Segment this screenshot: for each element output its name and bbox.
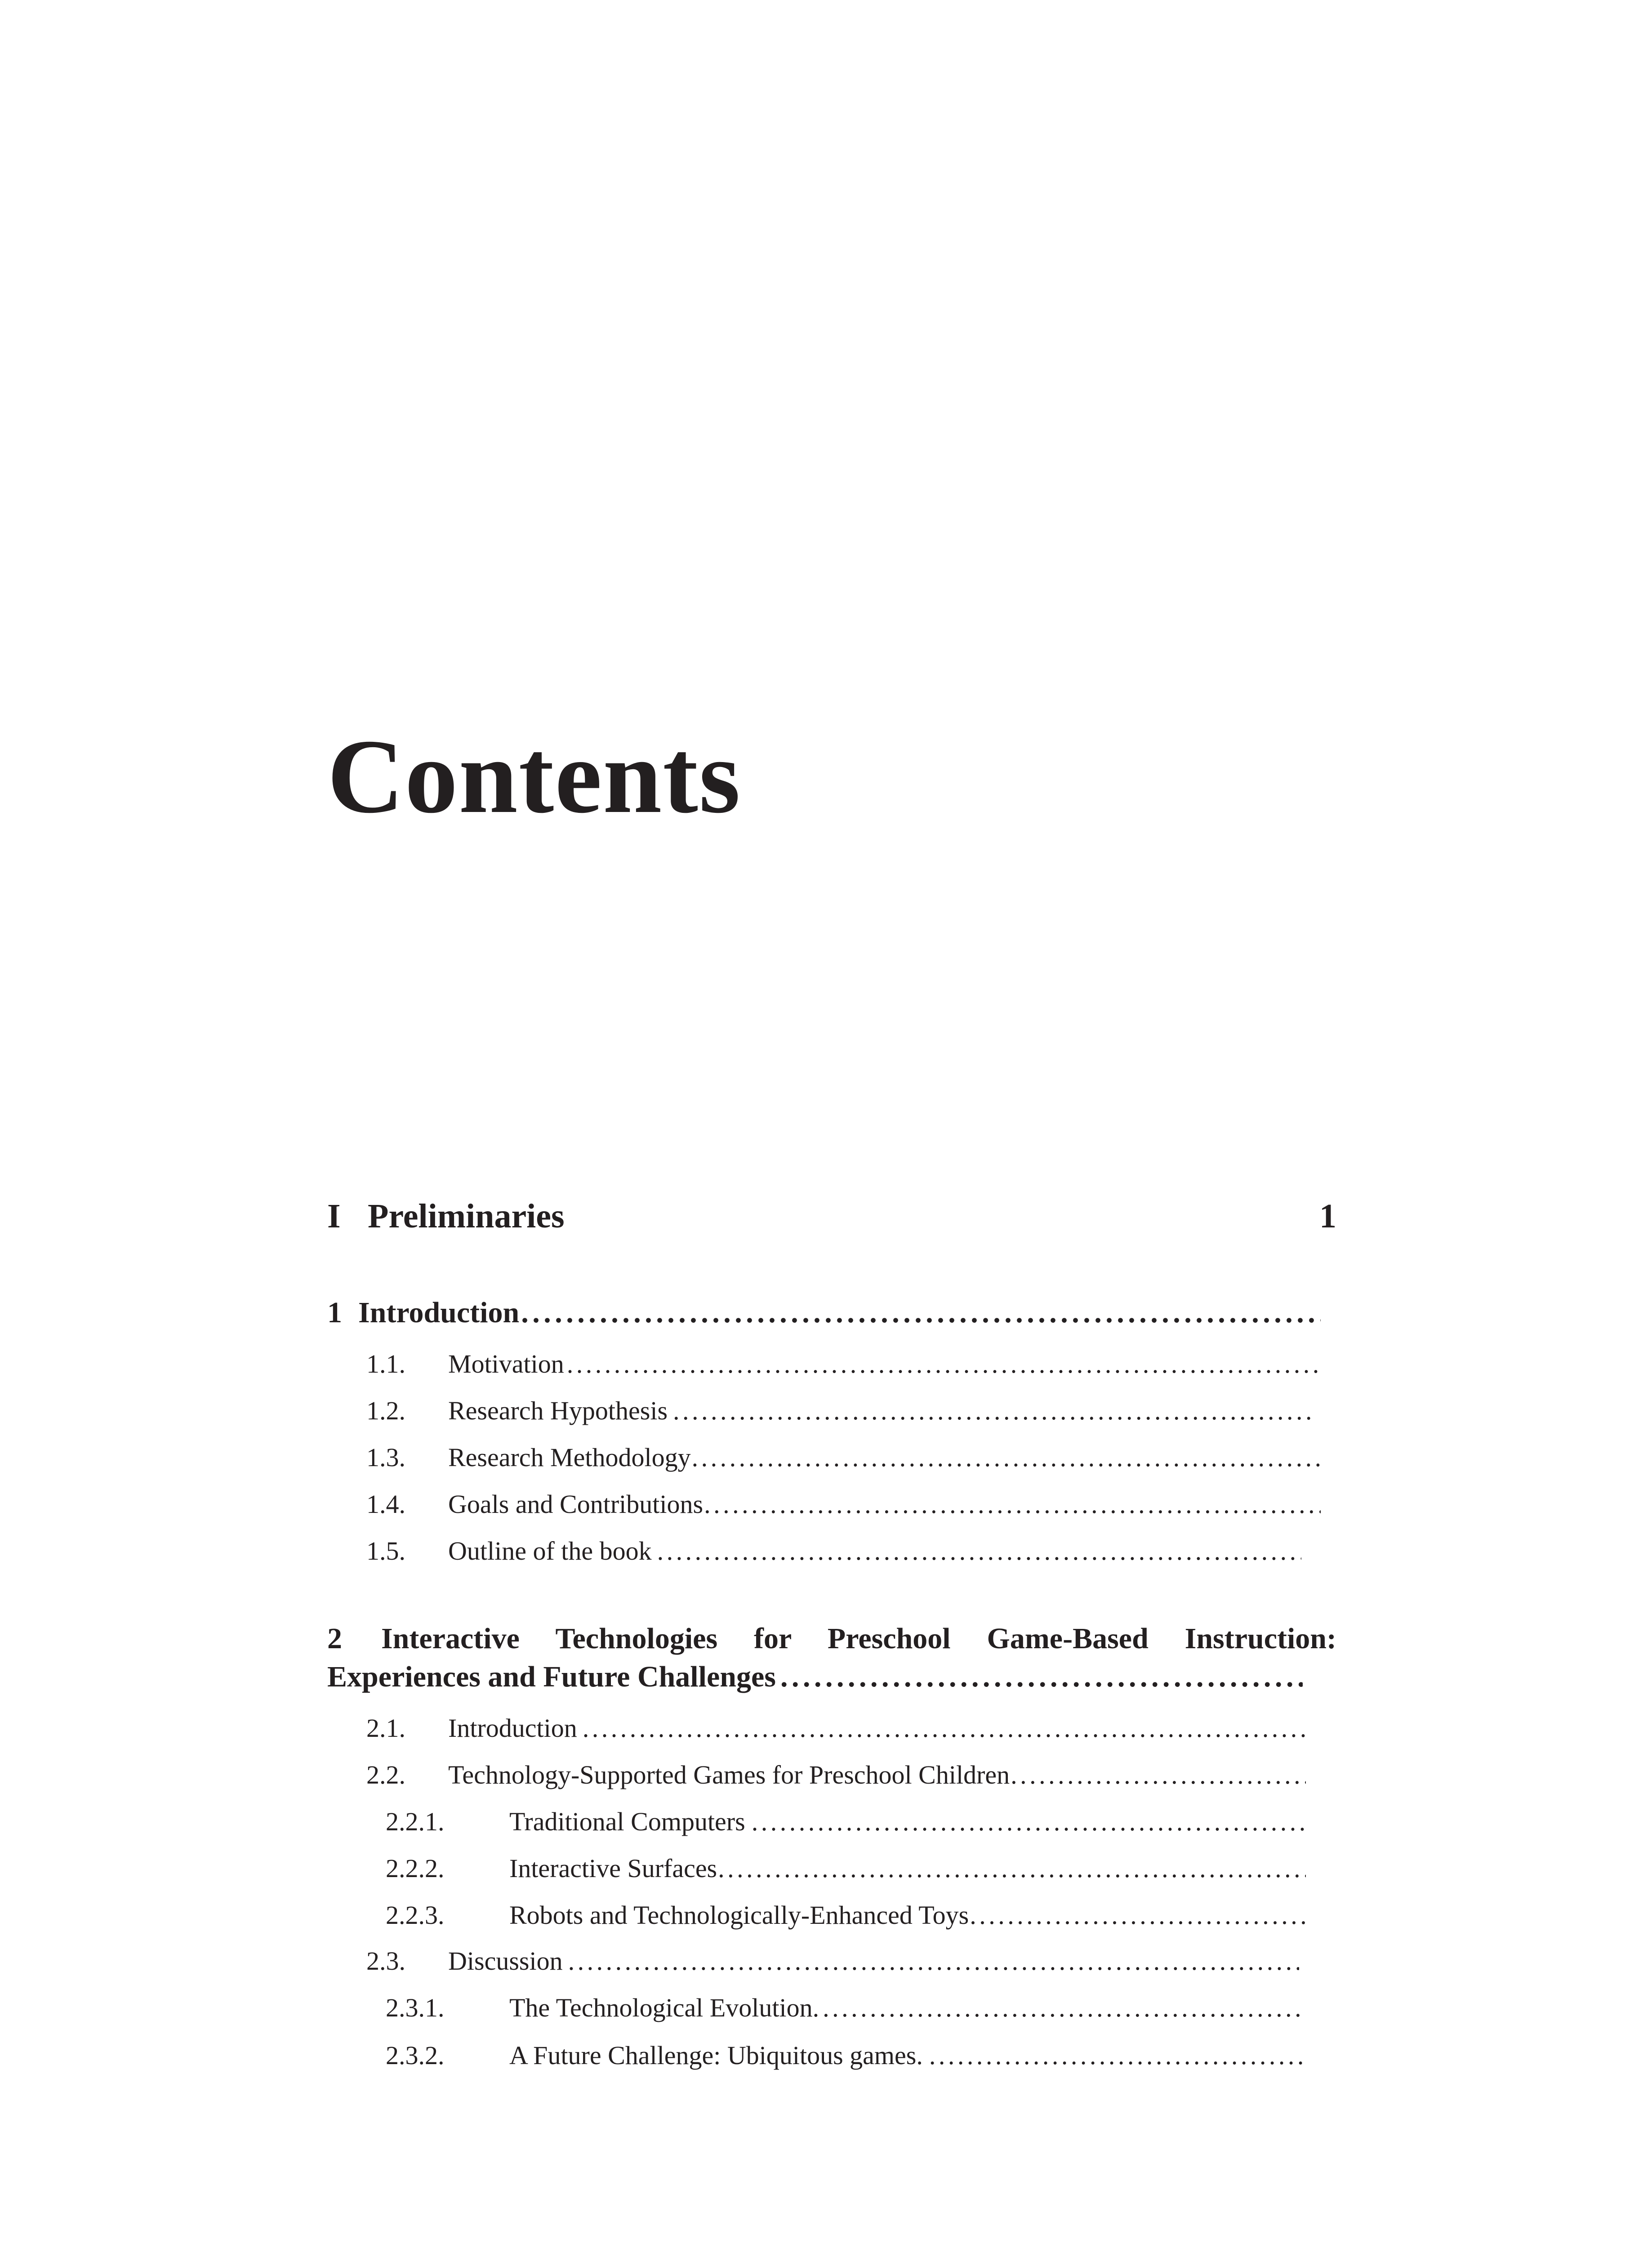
subsection-title: The Technological Evolution. bbox=[509, 1993, 819, 2022]
subsection-number: 2.2.1. bbox=[386, 1807, 445, 1836]
chapter-entry-2-continued[interactable] bbox=[327, 1659, 1303, 1695]
chapter-number: 1 bbox=[327, 1296, 342, 1329]
subsection-entry[interactable] bbox=[386, 1992, 1306, 2024]
chapter-title-line-2: Experiences and Future Challenges bbox=[327, 1660, 776, 1693]
subsection-entry[interactable] bbox=[386, 2039, 1306, 2072]
section-title: Goals and Contributions bbox=[448, 1490, 704, 1519]
section-number: 1.4. bbox=[366, 1490, 405, 1519]
dot-leader bbox=[673, 1395, 1315, 1427]
dot-leader bbox=[567, 1348, 1321, 1380]
section-entry[interactable] bbox=[366, 1759, 1306, 1791]
subsection-number: 2.3.2. bbox=[386, 2041, 445, 2070]
subsection-number: 2.2.3. bbox=[386, 1900, 445, 1930]
chapter-title-line-1: Interactive Technologies for Preschool Game-Based Instruction: bbox=[381, 1622, 1336, 1655]
dot-leader bbox=[1011, 1759, 1306, 1791]
section-number: 2.3. bbox=[366, 1946, 405, 1976]
subsection-title: Robots and Technologically-Enhanced Toys bbox=[509, 1900, 969, 1930]
section-title: Research Hypothesis bbox=[448, 1396, 668, 1425]
subsection-title: Traditional Computers bbox=[509, 1807, 745, 1836]
subsection-entry[interactable] bbox=[386, 1806, 1306, 1838]
contents-heading: Contents bbox=[327, 718, 741, 835]
section-title: Outline of the book bbox=[448, 1536, 652, 1566]
dot-leader bbox=[718, 1852, 1306, 1885]
dot-leader bbox=[704, 1488, 1321, 1521]
subsection-entry[interactable] bbox=[386, 1899, 1306, 1931]
section-title: Motivation bbox=[448, 1349, 564, 1378]
dot-leader bbox=[752, 1806, 1306, 1838]
part-title: Preliminaries bbox=[368, 1197, 565, 1235]
subsection-title: Interactive Surfaces bbox=[509, 1854, 717, 1883]
section-number: 1.3. bbox=[366, 1443, 405, 1472]
section-entry[interactable] bbox=[366, 1395, 1315, 1427]
dot-leader bbox=[823, 1992, 1306, 2024]
dot-leader bbox=[521, 1295, 1321, 1331]
dot-leader bbox=[657, 1535, 1301, 1567]
section-number: 1.2. bbox=[366, 1396, 405, 1425]
section-entry[interactable] bbox=[366, 1945, 1299, 1977]
section-title: Introduction bbox=[448, 1713, 577, 1743]
section-number: 2.2. bbox=[366, 1760, 405, 1789]
dot-leader bbox=[929, 2039, 1306, 2072]
section-number: 2.1. bbox=[366, 1713, 405, 1743]
part-entry[interactable] bbox=[327, 1196, 1336, 1236]
dot-leader bbox=[692, 1441, 1321, 1474]
subsection-number: 2.2.2. bbox=[386, 1854, 445, 1883]
chapter-entry-1[interactable] bbox=[327, 1295, 1321, 1331]
dot-leader bbox=[780, 1659, 1303, 1695]
section-entry[interactable] bbox=[366, 1441, 1321, 1474]
section-entry[interactable] bbox=[366, 1712, 1306, 1744]
part-page-number: 1 bbox=[1319, 1197, 1336, 1235]
section-entry[interactable] bbox=[366, 1488, 1321, 1521]
dot-leader bbox=[970, 1899, 1306, 1931]
dot-leader bbox=[568, 1945, 1299, 1977]
section-title: Research Methodology bbox=[448, 1443, 691, 1472]
part-number: I bbox=[327, 1197, 341, 1235]
section-entry[interactable] bbox=[366, 1348, 1321, 1380]
dot-leader bbox=[583, 1712, 1306, 1744]
section-number: 1.1. bbox=[366, 1349, 405, 1378]
section-title: Discussion bbox=[448, 1946, 563, 1976]
section-title: Technology-Supported Games for Preschool Children bbox=[448, 1760, 1010, 1789]
chapter-number: 2 bbox=[327, 1622, 342, 1655]
subsection-entry[interactable] bbox=[386, 1852, 1306, 1885]
subsection-number: 2.3.1. bbox=[386, 1993, 445, 2022]
subsection-title: A Future Challenge: Ubiquitous games. bbox=[509, 2041, 923, 2070]
section-entry[interactable] bbox=[366, 1535, 1301, 1567]
chapter-entry-2[interactable] bbox=[327, 1621, 1336, 1657]
chapter-title: Introduction bbox=[358, 1296, 520, 1329]
section-number: 1.5. bbox=[366, 1536, 405, 1566]
